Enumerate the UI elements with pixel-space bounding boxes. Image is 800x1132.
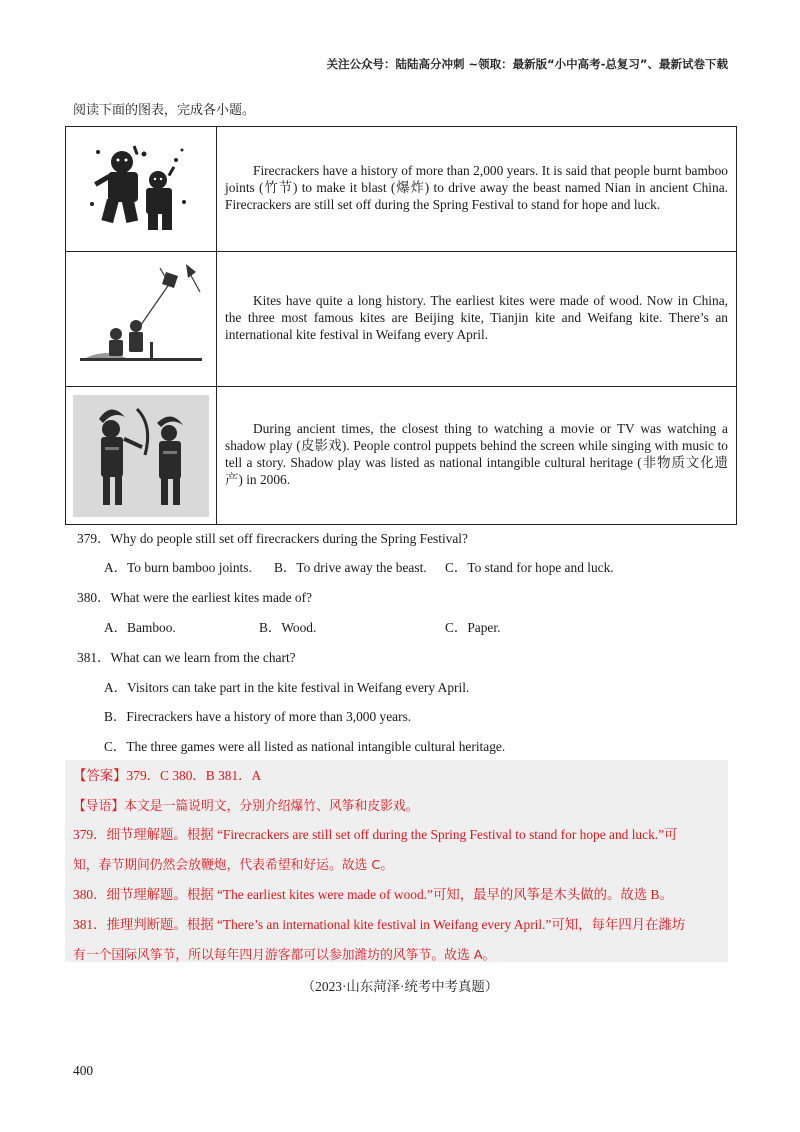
explanation-379: 379．细节理解题。根据 “Firecrackers are still set off during the Spring Festival to stand for hope and luck.”可	[73, 827, 678, 842]
question-379: 379．Why do people still set off firecrackers during the Spring Festival?	[77, 531, 468, 546]
option-380-c[interactable]: C．Paper.	[445, 620, 501, 635]
page-header: 关注公众号：陆陆高分冲刺 ~领取：最新版“小中高考-总复习”、最新试卷下载	[326, 57, 728, 71]
answer-key: 【答案】379．C 380．B 381．A	[73, 768, 262, 783]
option-381-b[interactable]: B．Firecrackers have a history of more than 3,000 years.	[104, 709, 412, 724]
instructions: 阅读下面的图表，完成各小题。	[73, 103, 256, 118]
answer-lead: 【导语】本文是一篇说明文，分别介绍爆竹、风筝和皮影戏。	[73, 799, 419, 814]
option-381-c[interactable]: C．The three games were all listed as national intangible cultural heritage.	[104, 739, 506, 754]
passage-text-cell	[217, 127, 737, 252]
passage-text-cell	[217, 252, 737, 387]
option-380-b[interactable]: B．Wood.	[259, 620, 317, 635]
page-number: 400	[73, 1063, 94, 1078]
option-381-a[interactable]: A．Visitors can take part in the kite festival in Weifang every April.	[104, 680, 470, 695]
option-379-b[interactable]: B．To drive away the beast.	[274, 560, 427, 575]
explanation-381: 381．推理判断题。根据 “There’s an international kite festival in Weifang every April.”可知，每年四月在潍坊	[73, 917, 686, 932]
passage-row	[66, 387, 737, 525]
passage-table	[65, 126, 737, 525]
passage-image-cell	[66, 387, 217, 525]
option-380-a[interactable]: A．Bamboo.	[104, 620, 176, 635]
passage-row	[66, 127, 737, 252]
option-379-a[interactable]: A．To burn bamboo joints.	[104, 560, 252, 575]
question-380: 380．What were the earliest kites made of?	[77, 590, 312, 605]
shadow-play-illustration	[73, 395, 209, 517]
passage-text: Kites have quite a long history. The earliest kites were made of wood. Now in China, the three most famous kites are Beijing kite, Tianjin kite and Weifang kite. There’s an international kite festival in Weifang every April.	[225, 292, 728, 342]
question-381: 381．What can we learn from the chart?	[77, 650, 296, 665]
kite-illustration	[76, 262, 206, 377]
explanation-380: 380．细节理解题。根据 “The earliest kites were made of wood.”可知，最早的风筝是木头做的。故选 B。	[73, 887, 673, 902]
explanation-379-cont: 知，春节期间仍然会放鞭炮，代表希望和好运。故选 C。	[73, 858, 394, 873]
passage-text: During ancient times, the closest thing to watching a movie or TV was watching a shadow play (皮影戏). People control puppets behind the screen while singing with music to tell a story. Shadow play was listed as national intangible cultural heritage (非物质文化遗产) in 2006.	[225, 420, 728, 487]
source-citation: （2023·山东菏泽·统考中考真题）	[301, 979, 499, 994]
passage-row	[66, 252, 737, 387]
passage-image-cell	[66, 127, 217, 252]
option-379-c[interactable]: C．To stand for hope and luck.	[445, 560, 614, 575]
passage-image-cell	[66, 252, 217, 387]
passage-text-cell	[217, 387, 737, 525]
firecracker-illustration	[86, 142, 196, 237]
passage-text: Firecrackers have a history of more than 2,000 years. It is said that people burnt bamboo joints (竹节) to make it blast (爆炸) to drive away the beast named Nian in ancient China. Firecrackers are still set off during the Spring Festival to stand for hope and luck.	[225, 162, 728, 212]
explanation-381-cont: 有一个国际风筝节，所以每年四月游客都可以参加潍坊的风筝节。故选 A。	[73, 948, 496, 963]
